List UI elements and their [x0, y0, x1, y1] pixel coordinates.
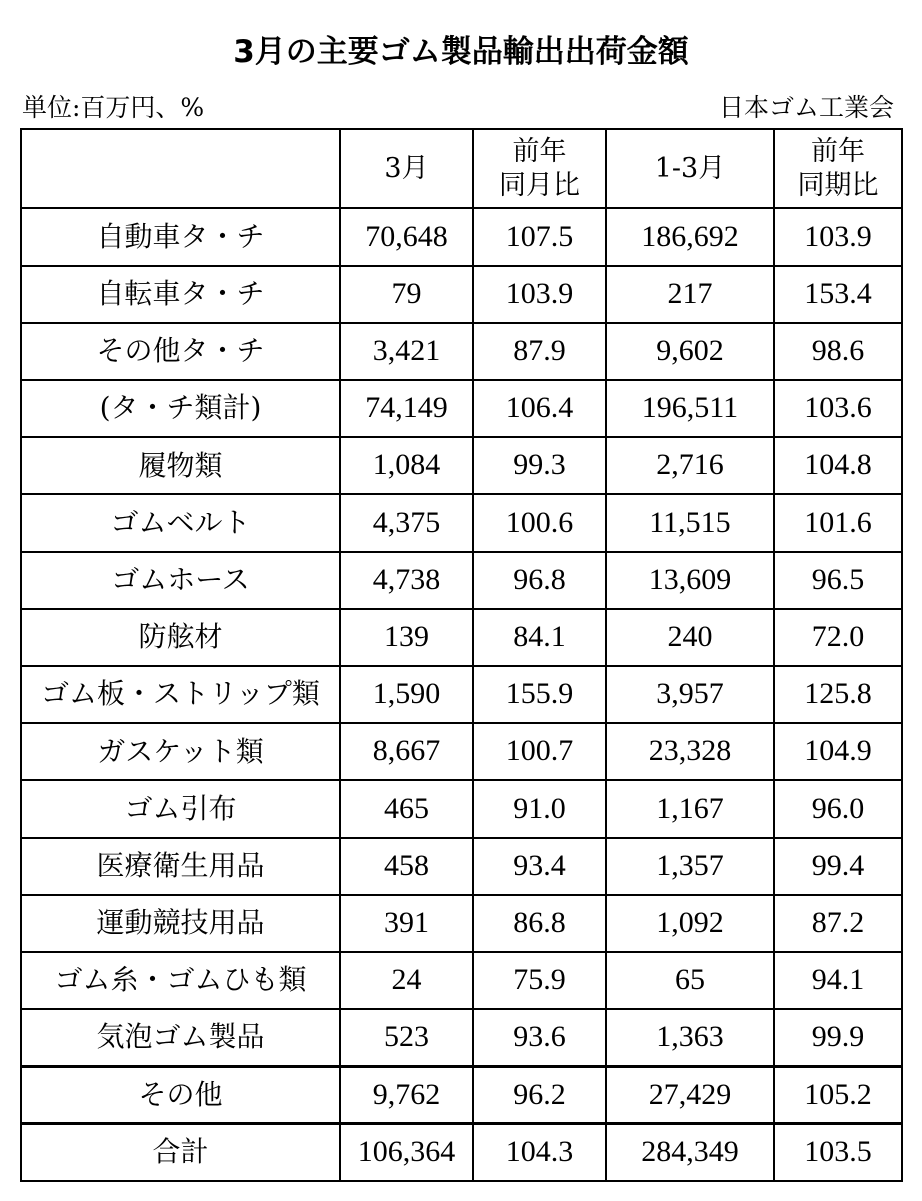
- row-label-cell: ゴム糸・ゴムひも類: [21, 952, 340, 1009]
- header-cell-month: 3月: [340, 129, 473, 208]
- header-text: 前年: [512, 135, 567, 167]
- header-text: 同月比: [499, 169, 580, 201]
- table-row: [21, 208, 902, 265]
- row-label-cell: 気泡ゴム製品: [21, 1009, 340, 1066]
- table-row: [21, 838, 902, 895]
- table-row: [21, 494, 902, 551]
- ytd-yoy-cell: 96.5: [774, 552, 902, 609]
- month-yoy-cell: 96.2: [473, 1066, 606, 1123]
- month-yoy-cell: 93.4: [473, 838, 606, 895]
- header-cell-blank: [21, 129, 340, 208]
- ytd-yoy-cell: 98.6: [774, 323, 902, 380]
- row-label-cell: ゴム板・ストリップ類: [21, 666, 340, 723]
- table-row: [21, 609, 902, 666]
- table-row: [21, 723, 902, 780]
- month-value-cell: 1,590: [340, 666, 473, 723]
- month-yoy-cell: 99.3: [473, 437, 606, 494]
- header-text: 前年: [811, 135, 865, 167]
- ytd-yoy-cell: 153.4: [774, 266, 902, 323]
- row-label-cell: その他タ・チ: [21, 323, 340, 380]
- month-value-cell: 74,149: [340, 380, 473, 437]
- ytd-value-cell: 1,357: [606, 838, 774, 895]
- ytd-value-cell: 9,602: [606, 323, 774, 380]
- ytd-value-cell: 1,363: [606, 1009, 774, 1066]
- month-yoy-cell: 155.9: [473, 666, 606, 723]
- table-row: [21, 952, 902, 1009]
- month-value-cell: 106,364: [340, 1124, 473, 1181]
- row-label-cell: ガスケット類: [21, 723, 340, 780]
- month-value-cell: 1,084: [340, 437, 473, 494]
- row-label-cell: 医療衛生用品: [21, 838, 340, 895]
- ytd-value-cell: 217: [606, 266, 774, 323]
- ytd-yoy-cell: 87.2: [774, 895, 902, 952]
- month-yoy-cell: 84.1: [473, 609, 606, 666]
- month-value-cell: 79: [340, 266, 473, 323]
- row-label-cell: 自転車タ・チ: [21, 266, 340, 323]
- ytd-yoy-cell: 99.4: [774, 838, 902, 895]
- ytd-value-cell: 23,328: [606, 723, 774, 780]
- month-value-cell: 8,667: [340, 723, 473, 780]
- month-yoy-cell: 96.8: [473, 552, 606, 609]
- table-row: [21, 437, 902, 494]
- row-label-cell: ゴムベルト: [21, 494, 340, 551]
- ytd-yoy-cell: 125.8: [774, 666, 902, 723]
- table-row: [21, 895, 902, 952]
- ytd-value-cell: 13,609: [606, 552, 774, 609]
- ytd-yoy-cell: 101.6: [774, 494, 902, 551]
- ytd-value-cell: 11,515: [606, 494, 774, 551]
- month-yoy-cell: 75.9: [473, 952, 606, 1009]
- month-yoy-cell: 87.9: [473, 323, 606, 380]
- month-value-cell: 458: [340, 838, 473, 895]
- month-value-cell: 391: [340, 895, 473, 952]
- ytd-value-cell: 27,429: [606, 1066, 774, 1123]
- ytd-yoy-cell: 103.9: [774, 208, 902, 265]
- ytd-value-cell: 284,349: [606, 1124, 774, 1181]
- table-row: [21, 780, 902, 837]
- month-value-cell: 24: [340, 952, 473, 1009]
- month-value-cell: 4,375: [340, 494, 473, 551]
- ytd-value-cell: 65: [606, 952, 774, 1009]
- ytd-yoy-cell: 103.5: [774, 1124, 902, 1181]
- ytd-value-cell: 2,716: [606, 437, 774, 494]
- month-value-cell: 465: [340, 780, 473, 837]
- ytd-yoy-cell: 104.9: [774, 723, 902, 780]
- month-yoy-cell: 103.9: [473, 266, 606, 323]
- row-label-cell: 自動車タ・チ: [21, 208, 340, 265]
- table-header-row: [21, 129, 902, 208]
- table-row: [21, 380, 902, 437]
- month-yoy-cell: 106.4: [473, 380, 606, 437]
- row-label-cell: その他: [21, 1066, 340, 1123]
- ytd-yoy-cell: 99.9: [774, 1009, 902, 1066]
- month-value-cell: 523: [340, 1009, 473, 1066]
- row-label-cell: 履物類: [21, 437, 340, 494]
- ytd-value-cell: 196,511: [606, 380, 774, 437]
- unit-label: 単位:百万円、%: [22, 93, 205, 122]
- source-label: 日本ゴム工業会: [718, 93, 894, 122]
- ytd-value-cell: 186,692: [606, 208, 774, 265]
- month-yoy-cell: 100.7: [473, 723, 606, 780]
- month-yoy-cell: 104.3: [473, 1124, 606, 1181]
- month-value-cell: 70,648: [340, 208, 473, 265]
- ytd-value-cell: 3,957: [606, 666, 774, 723]
- month-value-cell: 4,738: [340, 552, 473, 609]
- month-value-cell: 3,421: [340, 323, 473, 380]
- header-cell-ytd: 1-3月: [606, 129, 774, 208]
- table-row: [21, 666, 902, 723]
- ytd-yoy-cell: 105.2: [774, 1066, 902, 1123]
- month-yoy-cell: 91.0: [473, 780, 606, 837]
- ytd-yoy-cell: 72.0: [774, 609, 902, 666]
- month-yoy-cell: 107.5: [473, 208, 606, 265]
- row-label-cell: (タ・チ類計): [21, 380, 340, 437]
- header-text: 同期比: [797, 169, 879, 201]
- ytd-yoy-cell: 104.8: [774, 437, 902, 494]
- ytd-value-cell: 1,167: [606, 780, 774, 837]
- table-row: [21, 266, 902, 323]
- ytd-yoy-cell: 103.6: [774, 380, 902, 437]
- row-label-cell: 合計: [21, 1124, 340, 1181]
- header-cell-ytd-yoy: [774, 129, 902, 208]
- header-cell-month-yoy: [473, 129, 606, 208]
- table-row: [21, 552, 902, 609]
- row-label-cell: 防舷材: [21, 609, 340, 666]
- month-value-cell: 9,762: [340, 1066, 473, 1123]
- ytd-yoy-cell: 96.0: [774, 780, 902, 837]
- month-yoy-cell: 86.8: [473, 895, 606, 952]
- export-table: [20, 128, 903, 1182]
- ytd-value-cell: 1,092: [606, 895, 774, 952]
- ytd-yoy-cell: 94.1: [774, 952, 902, 1009]
- row-label-cell: ゴムホース: [21, 552, 340, 609]
- month-yoy-cell: 100.6: [473, 494, 606, 551]
- month-yoy-cell: 93.6: [473, 1009, 606, 1066]
- page-title: 3月の主要ゴム製品輸出出荷金額: [233, 34, 689, 70]
- ytd-value-cell: 240: [606, 609, 774, 666]
- table-row: [21, 323, 902, 380]
- table-row: [21, 1066, 902, 1123]
- row-label-cell: 運動競技用品: [21, 895, 340, 952]
- table-row: [21, 1124, 902, 1181]
- row-label-cell: ゴム引布: [21, 780, 340, 837]
- table-row: [21, 1009, 902, 1066]
- month-value-cell: 139: [340, 609, 473, 666]
